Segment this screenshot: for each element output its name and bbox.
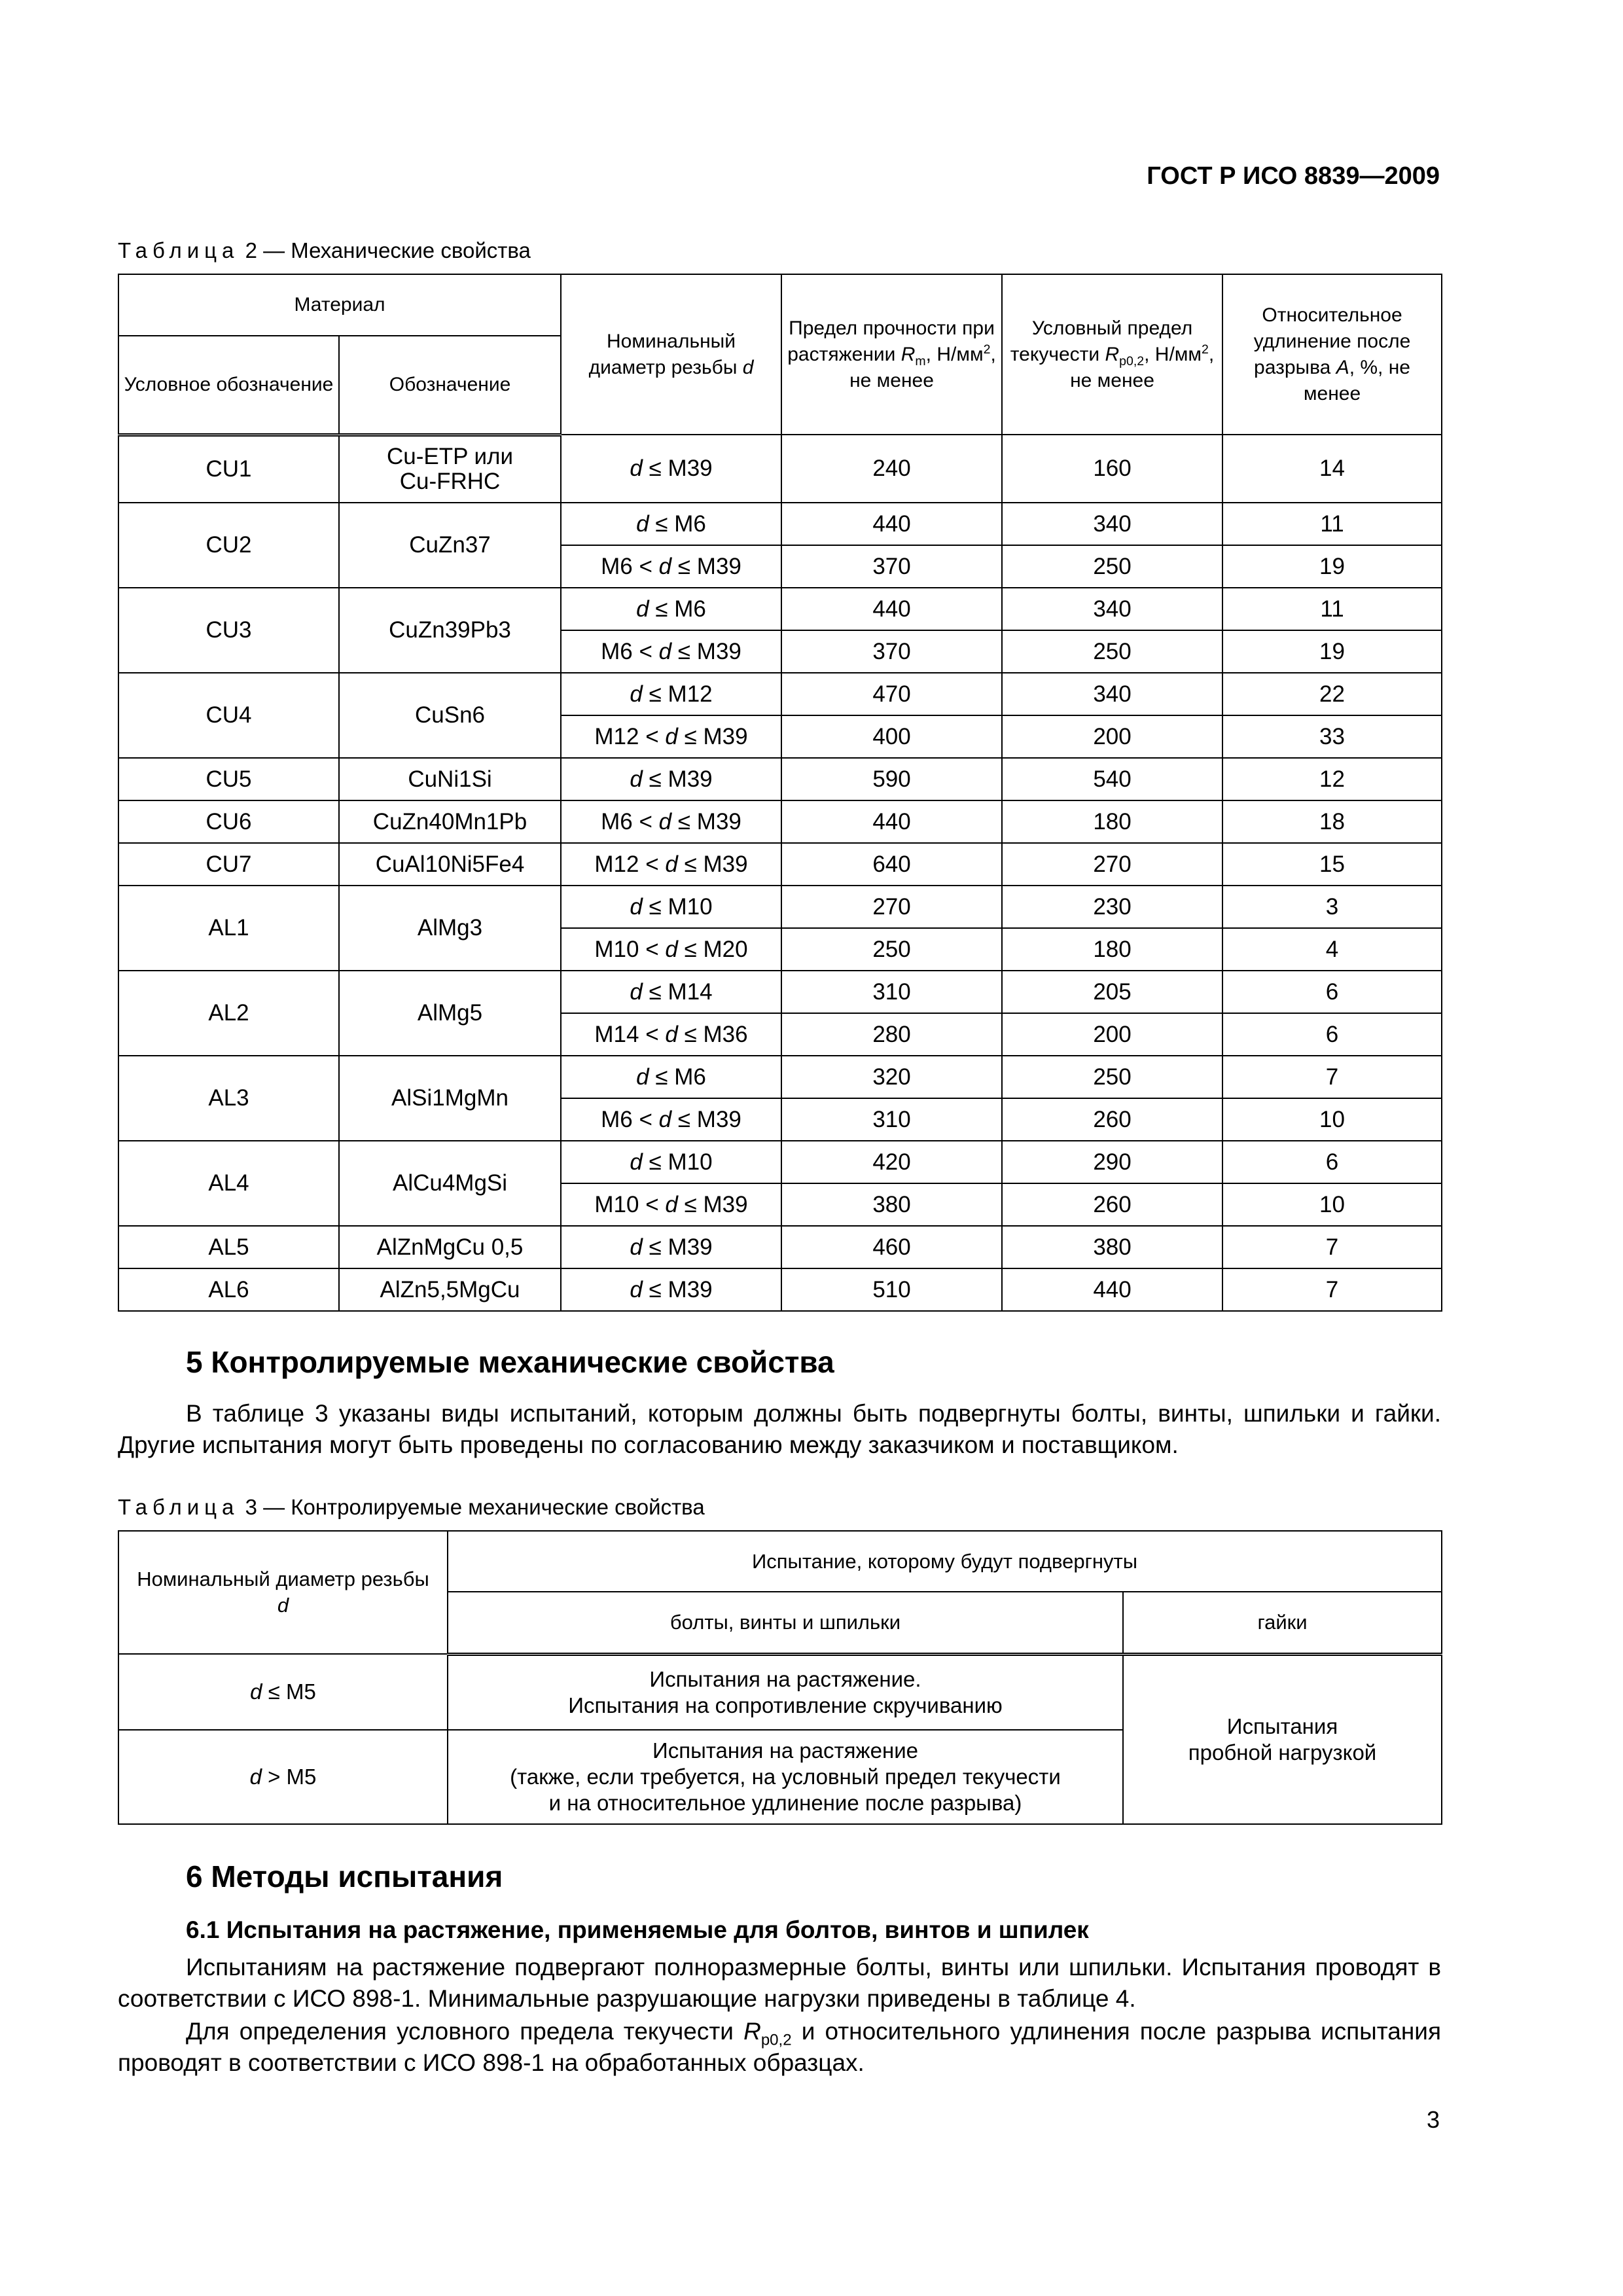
section-5-title: 5 Контролируемые механические свойства (186, 1345, 834, 1379)
tensile-strength-value: 440 (781, 800, 1002, 843)
tensile-strength-value: 280 (781, 1013, 1002, 1056)
material-designation: AlMg5 (339, 971, 561, 1056)
material-code: AL6 (118, 1268, 339, 1311)
header-code: Условное обозначение (118, 336, 339, 435)
table3-caption (118, 1495, 705, 1520)
elongation-value: 22 (1222, 673, 1442, 715)
header-diameter (561, 274, 781, 435)
table-row (118, 588, 1442, 630)
yield-strength-value: 180 (1002, 800, 1222, 843)
thread-diameter: M12 < d ≤ M39 (561, 843, 781, 886)
elongation-value: 15 (1222, 843, 1442, 886)
table-row (118, 673, 1442, 715)
tensile-strength-value: 240 (781, 435, 1002, 503)
material-designation: CuZn39Pb3 (339, 588, 561, 673)
elongation-value: 10 (1222, 1183, 1442, 1226)
thread-diameter: M10 < d ≤ M20 (561, 928, 781, 971)
thread-diameter: d ≤ M6 (561, 1056, 781, 1098)
thread-diameter: M6 < d ≤ M39 (561, 630, 781, 673)
table-row (118, 971, 1442, 1013)
section-5-paragraph: В таблице 3 указаны виды испытаний, которым должны быть подвергнуты болты, винты, шпильки и гайки. Другие испытания могут быть проведены по согласованию между заказчиком и поставщиком. (118, 1400, 1441, 1458)
material-designation: CuNi1Si (339, 758, 561, 800)
tensile-strength-value: 440 (781, 588, 1002, 630)
elongation-value: 19 (1222, 545, 1442, 588)
tensile-strength-value: 250 (781, 928, 1002, 971)
thread-diameter: d ≤ M10 (561, 886, 781, 928)
header-diameter-symbol: d (742, 356, 754, 378)
tensile-strength-value: 270 (781, 886, 1002, 928)
table-row (118, 1056, 1442, 1098)
material-code: AL4 (118, 1141, 339, 1226)
header-bolts: болты, винты и шпильки (448, 1592, 1123, 1654)
elongation-value: 33 (1222, 715, 1442, 758)
tensile-strength-value: 400 (781, 715, 1002, 758)
tensile-strength-value: 460 (781, 1226, 1002, 1268)
thread-diameter: d ≤ M39 (561, 435, 781, 503)
thread-diameter: M6 < d ≤ M39 (561, 545, 781, 588)
tensile-strength-value: 590 (781, 758, 1002, 800)
yield-strength-value: 380 (1002, 1226, 1222, 1268)
yield-strength-value: 205 (1002, 971, 1222, 1013)
thread-diameter: d ≤ M39 (561, 1226, 781, 1268)
elongation-value: 7 (1222, 1056, 1442, 1098)
header-diameter-text: Номинальный диаметр резьбы (588, 330, 743, 378)
tensile-strength-value: 510 (781, 1268, 1002, 1311)
yield-strength-value: 250 (1002, 545, 1222, 588)
table-row (118, 1141, 1442, 1183)
nut-tests: Испытания пробной нагрузкой (1123, 1654, 1442, 1824)
material-code: CU1 (118, 435, 339, 503)
yield-strength-value: 290 (1002, 1141, 1222, 1183)
tensile-strength-value: 440 (781, 503, 1002, 545)
section-6-1-paragraph-1: Испытаниям на растяжение подвергают полноразмерные болты, винты или шпильки. Испытания проводят в соответствии с ИСО 898-1. Минимальные разрушающие нагрузки приведены в таблице 4. (118, 1954, 1441, 2012)
yield-strength-value: 440 (1002, 1268, 1222, 1311)
yield-strength-value: 160 (1002, 435, 1222, 503)
material-designation: AlSi1MgMn (339, 1056, 561, 1141)
elongation-value: 4 (1222, 928, 1442, 971)
row-diameter: d > M5 (118, 1730, 448, 1824)
material-designation: CuZn40Mn1Pb (339, 800, 561, 843)
table-row (118, 1268, 1442, 1311)
material-code: AL3 (118, 1056, 339, 1141)
material-designation: CuSn6 (339, 673, 561, 758)
yield-strength-value: 340 (1002, 673, 1222, 715)
table-row (118, 1226, 1442, 1268)
material-designation: CuZn37 (339, 503, 561, 588)
material-code: AL1 (118, 886, 339, 971)
thread-diameter: d ≤ M39 (561, 1268, 781, 1311)
elongation-value: 6 (1222, 971, 1442, 1013)
table-row (118, 886, 1442, 928)
section-6-title: 6 Методы испытания (186, 1859, 503, 1893)
thread-diameter: M10 < d ≤ M39 (561, 1183, 781, 1226)
mechanical-properties-table (118, 274, 1442, 1312)
tensile-strength-value: 310 (781, 1098, 1002, 1141)
yield-strength-value: 340 (1002, 588, 1222, 630)
subsection-6-1-title: 6.1 Испытания на растяжение, применяемые для болтов, винтов и шпилек (186, 1916, 1089, 1943)
header-nominal-diameter (118, 1531, 448, 1654)
standard-number: ГОСТ Р ИСО 8839—2009 (1147, 162, 1440, 190)
tensile-strength-value: 370 (781, 630, 1002, 673)
header-nominal-diameter-symbol: d (277, 1594, 289, 1617)
material-designation: AlZnMgCu 0,5 (339, 1226, 561, 1268)
thread-diameter: M6 < d ≤ M39 (561, 1098, 781, 1141)
thread-diameter: d ≤ M39 (561, 758, 781, 800)
row-bolt-tests: Испытания на растяжение. Испытания на сопротивление скручиванию (448, 1654, 1123, 1730)
header-tensile-strength: Предел прочности при растяжении $R_m$, $Н/мм^2$, не менее (781, 274, 1002, 435)
header-yield-strength: Условный предел текучести $R_{p0,2}$, $Н/мм^2$, не менее (1002, 274, 1222, 435)
section-6-1-paragraph-2: Для определения условного предела текучести $R_{p0,2}$ и относительного удлинения после разрыва испытания проводят в соответствии с ИСО 898-1 на обработанных образцах. (118, 2018, 1441, 2076)
elongation-value: 3 (1222, 886, 1442, 928)
material-code: CU4 (118, 673, 339, 758)
yield-strength-value: 250 (1002, 630, 1222, 673)
table3-caption-word: Таблица (118, 1495, 240, 1519)
tested-properties-table (118, 1530, 1442, 1825)
material-code: CU2 (118, 503, 339, 588)
elongation-value: 6 (1222, 1141, 1442, 1183)
elongation-value: 11 (1222, 588, 1442, 630)
elongation-value: 7 (1222, 1268, 1442, 1311)
header-nominal-diameter-text: Номинальный диаметр резьбы (137, 1568, 429, 1590)
yield-strength-value: 270 (1002, 843, 1222, 886)
table-row (118, 758, 1442, 800)
yield-strength-value: 260 (1002, 1183, 1222, 1226)
thread-diameter: M12 < d ≤ M39 (561, 715, 781, 758)
material-code: AL2 (118, 971, 339, 1056)
thread-diameter: M6 < d ≤ M39 (561, 800, 781, 843)
table-row (118, 843, 1442, 886)
material-code: CU7 (118, 843, 339, 886)
tensile-strength-value: 380 (781, 1183, 1002, 1226)
tensile-strength-value: 470 (781, 673, 1002, 715)
material-code: CU5 (118, 758, 339, 800)
yield-strength-value: 200 (1002, 1013, 1222, 1056)
header-designation: Обозначение (339, 336, 561, 435)
material-designation: CuAl10Ni5Fe4 (339, 843, 561, 886)
elongation-value: 11 (1222, 503, 1442, 545)
thread-diameter: d ≤ M14 (561, 971, 781, 1013)
page-number: 3 (1426, 2106, 1440, 2133)
header-material: Материал (118, 274, 561, 336)
thread-diameter: d ≤ M6 (561, 588, 781, 630)
elongation-value: 19 (1222, 630, 1442, 673)
table3-caption-text: 3 — Контролируемые механические свойства (245, 1495, 705, 1519)
thread-diameter: M14 < d ≤ M36 (561, 1013, 781, 1056)
elongation-value: 7 (1222, 1226, 1442, 1268)
tensile-strength-value: 640 (781, 843, 1002, 886)
thread-diameter: d ≤ M6 (561, 503, 781, 545)
table2-caption (118, 238, 531, 263)
yield-strength-value: 230 (1002, 886, 1222, 928)
row-diameter: d ≤ M5 (118, 1654, 448, 1730)
table-row (118, 503, 1442, 545)
material-code: CU6 (118, 800, 339, 843)
table-row (118, 800, 1442, 843)
material-designation: AlZn5,5MgCu (339, 1268, 561, 1311)
elongation-value: 10 (1222, 1098, 1442, 1141)
yield-strength-value: 340 (1002, 503, 1222, 545)
tensile-strength-value: 370 (781, 545, 1002, 588)
elongation-value: 18 (1222, 800, 1442, 843)
elongation-value: 6 (1222, 1013, 1442, 1056)
yield-strength-value: 250 (1002, 1056, 1222, 1098)
row-bolt-tests: Испытания на растяжение (также, если требуется, на условный предел текучести и на относительное удлинение после разрыва) (448, 1730, 1123, 1824)
header-elongation: Относительное удлинение после разрыва A, %, не менее (1222, 274, 1442, 435)
tensile-strength-value: 310 (781, 971, 1002, 1013)
yield-strength-value: 260 (1002, 1098, 1222, 1141)
header-test-type: Испытание, которому будут подвергнуты (448, 1531, 1442, 1592)
material-designation: AlMg3 (339, 886, 561, 971)
yield-strength-value: 180 (1002, 928, 1222, 971)
table2-caption-text: 2 — Механические свойства (245, 238, 531, 262)
header-nuts: гайки (1123, 1592, 1442, 1654)
yield-strength-value: 540 (1002, 758, 1222, 800)
yield-strength-value: 200 (1002, 715, 1222, 758)
material-code: AL5 (118, 1226, 339, 1268)
tensile-strength-value: 420 (781, 1141, 1002, 1183)
elongation-value: 14 (1222, 435, 1442, 503)
table-row (118, 435, 1442, 503)
material-designation: Cu-ETP или Cu-FRHC (339, 435, 561, 503)
elongation-value: 12 (1222, 758, 1442, 800)
thread-diameter: d ≤ M10 (561, 1141, 781, 1183)
tensile-strength-value: 320 (781, 1056, 1002, 1098)
thread-diameter: d ≤ M12 (561, 673, 781, 715)
material-designation: AlCu4MgSi (339, 1141, 561, 1226)
table2-caption-word: Таблица (118, 238, 240, 262)
material-code: CU3 (118, 588, 339, 673)
